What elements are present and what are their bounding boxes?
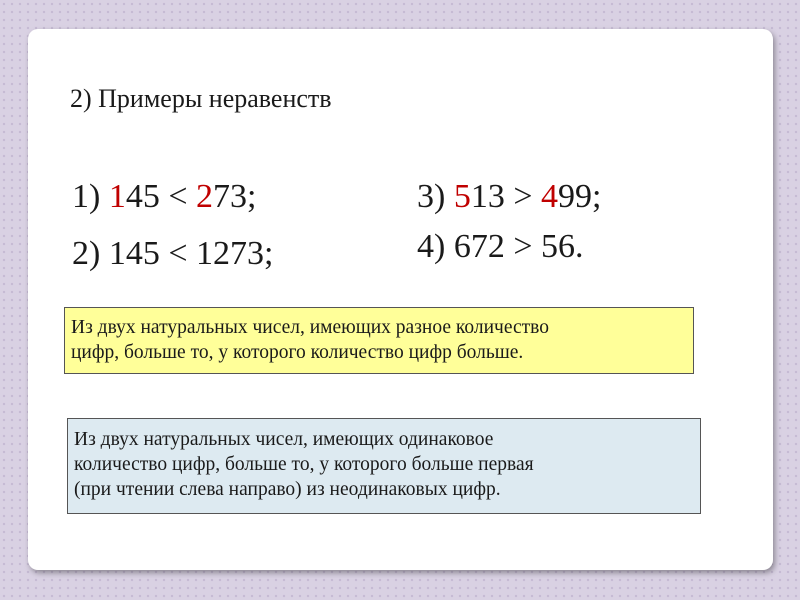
rule-text-line: цифр, больше то, у которого количество цифр больше.	[71, 342, 524, 363]
number-rest: 45	[125, 178, 160, 215]
number-rest: 13	[470, 178, 505, 215]
number-rest: 99;	[558, 178, 602, 215]
highlighted-digit: 2	[196, 178, 214, 215]
highlighted-digit: 1	[108, 178, 126, 215]
example-number: 1)	[72, 178, 109, 215]
highlighted-digit: 5	[453, 178, 471, 215]
rule-text-line: Из двух натуральных чисел, имеющих одинаковое	[74, 429, 494, 450]
number-rest: 73;	[213, 178, 257, 215]
highlighted-digit: 4	[541, 178, 559, 215]
section-heading: 2) Примеры неравенств	[70, 84, 332, 113]
rule-text-line: количество цифр, больше то, у которого больше первая	[74, 454, 534, 475]
rule-text-line: (при чтении слева направо) из неодинаковых цифр.	[74, 479, 501, 500]
inequality-example-2: 2) 145 < 1273;	[72, 235, 274, 272]
rule-text-line: Из двух натуральных чисел, имеющих разное количество	[71, 317, 549, 338]
rule-box-same-length	[67, 418, 701, 514]
rule-box-different-length	[64, 307, 694, 374]
inequality-example-4: 4) 672 > 56.	[417, 228, 584, 265]
operator: <	[159, 178, 197, 215]
inequality-example-1	[72, 180, 256, 214]
inequality-example-3	[417, 180, 601, 214]
example-number: 3)	[417, 178, 454, 215]
operator: >	[504, 178, 542, 215]
